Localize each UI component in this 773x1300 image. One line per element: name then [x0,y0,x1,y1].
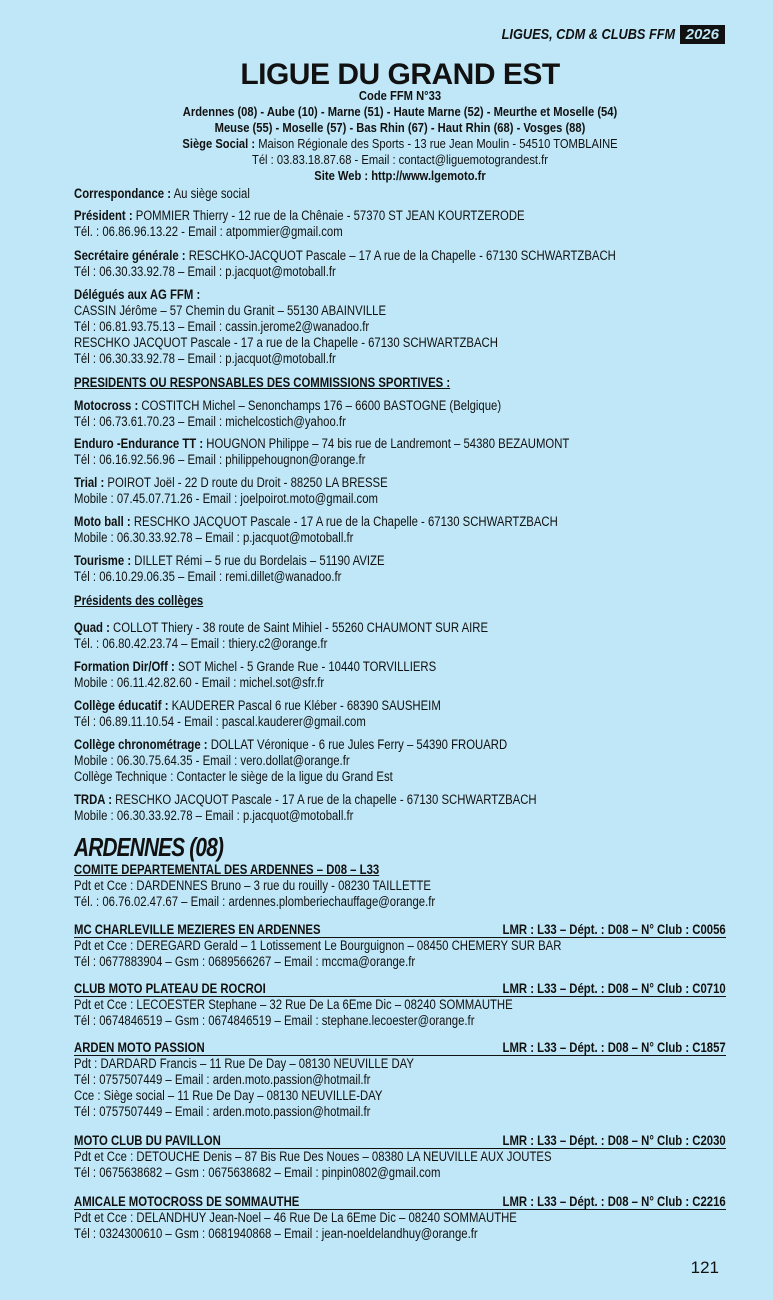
club-name: MC CHARLEVILLE MEZIERES EN ARDENNES [74,922,321,937]
league-info [44,88,756,184]
club-name: MOTO CLUB DU PAVILLON [74,1133,221,1148]
club-code: LMR : L33 – Dépt. : D08 – N° Club : C1857 [502,1040,726,1055]
college-educatif: Collège éducatif : KAUDERER Pascal 6 rue Kléber - 68390 SAUSHEIM Tél : 06.89.11.10.54 - Email : pascal.kauderer@gmail.com [74,698,441,729]
club-code: LMR : L33 – Dépt. : D08 – N° Club : C0710 [502,981,726,996]
club-entry: MOTO CLUB DU PAVILLON LMR : L33 – Dépt. : D08 – N° Club : C2030 Pdt et Cce : DETOUCHE Denis – 87 Bis Rue Des Noues – 08380 LA NEUVILLE AUX JOUTES Tél : 0675638682 – Gsm : 0675638682 – Email : pinpin0802@gmail.com [74,1133,726,1180]
header-year: 2026 [680,25,725,44]
entry-delegues: Délégués aux AG FFM : CASSIN Jérôme – 57 Chemin du Granit – 55130 ABAINVILLE Tél : 06.81.93.75.13 – Email : cassin.jerome2@wanadoo.fr RESCHKO JACQUOT Pascale - 17 a rue de la Chapelle - 67130 SCHWARTZBACH Tél : 06.30.33.92.78 – Email : p.jacquot@motoball.fr [74,287,498,366]
commission-tourisme: Tourisme : DILLET Rémi – 5 rue du Bordelais – 51190 AVIZE Tél : 06.10.29.06.35 – Email : remi.dillet@wanadoo.fr [74,553,385,584]
committee-block: COMITE DEPARTEMENTAL DES ARDENNES – D08 – L33 Pdt et Cce : DARDENNES Bruno – 3 rue du rouilly - 08230 TAILLETTE Tél. : 06.76.02.47.67 – Email : ardennes.plomberiechauffage@orange.fr [74,862,436,909]
commission-motoball: Moto ball : RESCHKO JACQUOT Pascale - 17 A rue de la Chapelle - 67130 SCHWARTZBACH Mobile : 06.30.33.92.78 – Email : p.jacquot@motoball.fr [74,514,558,545]
commission-enduro: Enduro -Endurance TT : HOUGNON Philippe – 74 bis rue de Landremont – 54380 BEZAUMONT Tél : 06.16.92.56.96 – Email : philippehougnon@orange.fr [74,436,570,467]
entry-correspondance: Correspondance : Au siège social [74,186,250,201]
page-title: LIGUE DU GRAND EST [240,58,560,91]
header-label: LIGUES, CDM & CLUBS FFM [502,25,676,43]
college-chronometrage: Collège chronométrage : DOLLAT Véronique - 6 rue Jules Ferry – 54390 FROUARD Mobile : 06.30.75.64.35 - Email : vero.dollat@orange.fr Collège Technique : Contacter le siège de la ligue du Grand Est [74,737,508,784]
club-entry: CLUB MOTO PLATEAU DE ROCROI LMR : L33 – Dépt. : D08 – N° Club : C0710 Pdt et Cce : LECOESTER Stephane – 32 Rue De La 6Eme Dic – 08240 SOMMAUTHE Tél : 0674846519 – Gsm : 0674846519 – Email : stephane.lecoester@orange.fr [74,981,726,1028]
entry-president: Président : POMMIER Thierry - 12 rue de la Chênaie - 57370 ST JEAN KOURTZERODE Tél. : 06.86.96.13.22 - Email : atpommier@gmail.com [74,208,525,239]
club-name: CLUB MOTO PLATEAU DE ROCROI [74,981,266,996]
college-formation: Formation Dir/Off : SOT Michel - 5 Grande Rue - 10440 TORVILLIERS Mobile : 06.11.42.82.60 - Email : michel.sot@sfr.fr [74,659,437,690]
commissions-heading: PRESIDENTS OU RESPONSABLES DES COMMISSIONS SPORTIVES : [74,375,451,390]
club-code: LMR : L33 – Dépt. : D08 – N° Club : C0056 [502,922,726,937]
club-entry: MC CHARLEVILLE MEZIERES EN ARDENNES LMR : L33 – Dépt. : D08 – N° Club : C0056 Pdt et Cce : DEREGARD Gerald – 1 Lotissement Le Bourguignon – 08450 CHEMERY SUR BAR Tél : 0677883904 – Gsm : 0689566267 – Email : mccma@orange.fr [74,922,726,969]
club-code: LMR : L33 – Dépt. : D08 – N° Club : C2030 [502,1133,726,1148]
league-departments-2: Meuse (55) - Moselle (57) - Bas Rhin (67) - Haut Rhin (68) - Vosges (88) [214,120,586,135]
club-entry: AMICALE MOTOCROSS DE SOMMAUTHE LMR : L33 – Dépt. : D08 – N° Club : C2216 Pdt et Cce : DELANDHUY Jean-Noel – 46 Rue De La 6Eme Dic – 08240 SOMMAUTHE Tél : 0324300610 – Gsm : 0681940868 – Email : jean-noeldelandhuy@orange.fr [74,1194,726,1241]
page-number: 121 [690,1258,719,1277]
college-trda: TRDA : RESCHKO JACQUOT Pascale - 17 A rue de la chapelle - 67130 SCHWARTZBACH Mobile : 06.30.33.92.78 – Email : p.jacquot@motoball.fr [74,792,537,823]
league-siege: Siège Social : Maison Régionale des Sports - 13 rue Jean Moulin - 54510 TOMBLAINE [182,136,618,151]
section-title: ARDENNES (08) [74,832,224,862]
college-quad: Quad : COLLOT Thiery - 38 route de Saint Mihiel - 55260 CHAUMONT SUR AIRE Tél. : 06.80.42.23.74 – Email : thiery.c2@orange.fr [74,620,489,651]
club-code: LMR : L33 – Dépt. : D08 – N° Club : C2216 [502,1194,726,1209]
colleges-heading: Présidents des collèges [74,593,204,608]
page [74,0,726,1300]
commission-trial: Trial : POIROT Joël - 22 D route du Droit - 88250 LA BRESSE Mobile : 07.45.07.71.26 - Email : joelpoirot.moto@gmail.com [74,475,388,506]
club-name: AMICALE MOTOCROSS DE SOMMAUTHE [74,1194,300,1209]
league-website: Site Web : http://www.lgemoto.fr [314,168,486,183]
club-name: ARDEN MOTO PASSION [74,1040,205,1055]
entry-secretaire: Secrétaire générale : RESCHKO-JACQUOT Pascale – 17 A rue de la Chapelle - 67130 SCHWARTZBACH Tél : 06.30.33.92.78 – Email : p.jacquot@motoball.fr [74,248,616,279]
league-contact: Tél : 03.83.18.87.68 - Email : contact@liguemotograndest.fr [251,152,548,167]
league-code: Code FFM N°33 [358,88,442,103]
club-entry: ARDEN MOTO PASSION LMR : L33 – Dépt. : D08 – N° Club : C1857 Pdt : DARDARD Francis – 11 Rue De Day – 08130 NEUVILLE DAY Tél : 0757507449 – Email : arden.moto.passion@hotmail.fr Cce : Siège social – 11 Rue De Day – 08130 NEUVILLE-DAY Tél : 0757507449 – Email : arden.moto.passion@hotmail.fr [74,1040,726,1119]
league-departments-1: Ardennes (08) - Aube (10) - Marne (51) - Haute Marne (52) - Meurthe et Moselle (54) [182,104,618,119]
commission-motocross: Motocross : COSTITCH Michel – Senonchamps 176 – 6600 BASTOGNE (Belgique) Tél : 06.73.61.70.23 – Email : michelcostich@yahoo.fr [74,398,502,429]
